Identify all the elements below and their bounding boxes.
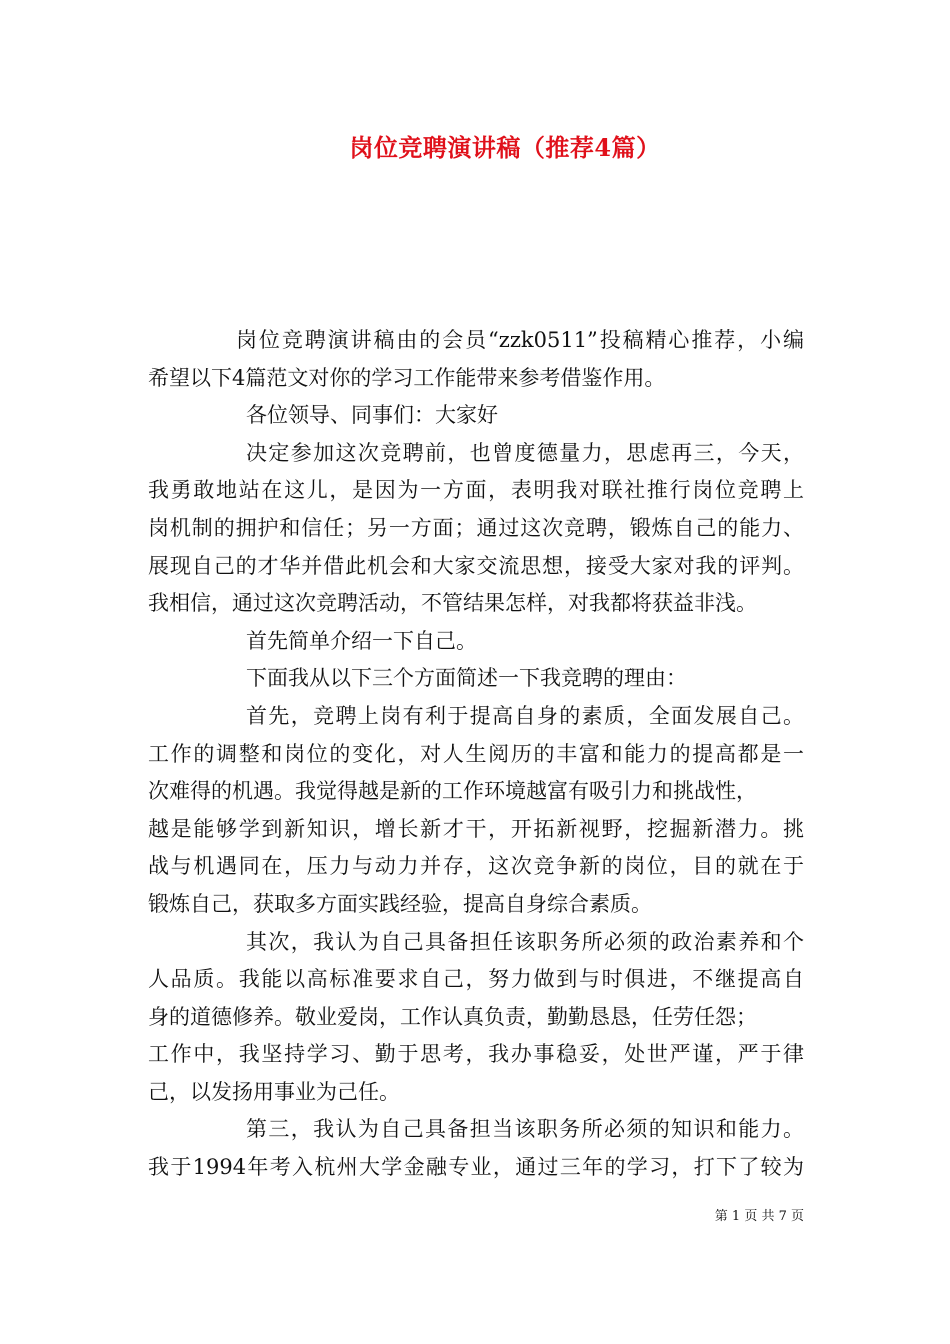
body-line: 身的道德修养。敬业爱岗，工作认真负责，勤勤恳恳，任劳任怨； (148, 1004, 757, 1029)
body-line: 岗位竞聘演讲稿由的会员“zzk0511”投稿精心推荐，小编 (236, 328, 804, 352)
body-line: 决定参加这次竞聘前，也曾度德量力，思虑再三，今天， (246, 440, 804, 465)
body-line: 己，以发扬用事业为己任。 (148, 1079, 400, 1104)
body-line: 战与机遇同在，压力与动力并存，这次竞争新的岗位，目的就在于 (148, 854, 804, 879)
document-title: 岗位竞聘演讲稿（推荐4篇） (349, 133, 661, 162)
body-line: 岗机制的拥护和信任；另一方面；通过这次竞聘，锻炼自己的能力、 (148, 515, 804, 540)
body-line: 首先简单介绍一下自己。 (246, 628, 477, 653)
body-line: 展现自己的才华并借此机会和大家交流思想，接受大家对我的评判。 (148, 553, 804, 578)
body-line: 其次，我认为自己具备担任该职务所必须的政治素养和个 (246, 929, 804, 954)
body-line: 越是能够学到新知识，增长新才干，开拓新视野，挖掘新潜力。挑 (148, 816, 804, 841)
body-line: 锻炼自己，获取多方面实践经验，提高自身综合素质。 (148, 891, 652, 916)
body-line: 我相信，通过这次竞聘活动，不管结果怎样，对我都将获益非浅。 (148, 591, 757, 616)
document-body (148, 322, 804, 1187)
body-line: 次难得的机遇。我觉得越是新的工作环境越富有吸引力和挑战性， (148, 779, 757, 804)
body-line: 各位领导、同事们：大家好 (246, 403, 498, 428)
body-line: 工作的调整和岗位的变化，对人生阅历的丰富和能力的提高都是一 (148, 741, 804, 766)
body-line: 首先，竞聘上岗有利于提高自身的素质，全面发展自己。 (246, 703, 804, 728)
body-line: 工作中，我坚持学习、勤于思考，我办事稳妥，处世严谨，严于律 (148, 1042, 804, 1067)
body-line: 我勇敢地站在这儿，是因为一方面，表明我对联社推行岗位竞聘上 (148, 478, 804, 503)
page-number: 第 1 页 共 7 页 (714, 1209, 804, 1224)
body-line: 人品质。我能以高标准要求自己，努力做到与时俱进，不继提高自 (148, 967, 804, 992)
body-line: 下面我从以下三个方面简述一下我竞聘的理由： (246, 666, 687, 691)
body-line: 第三，我认为自己具备担当该职务所必须的知识和能力。 (246, 1117, 804, 1142)
body-line: 我于1994年考入杭州大学金融专业，通过三年的学习，打下了较为 (148, 1155, 804, 1180)
body-line: 希望以下4篇范文对你的学习工作能带来参考借鉴作用。 (148, 365, 666, 390)
